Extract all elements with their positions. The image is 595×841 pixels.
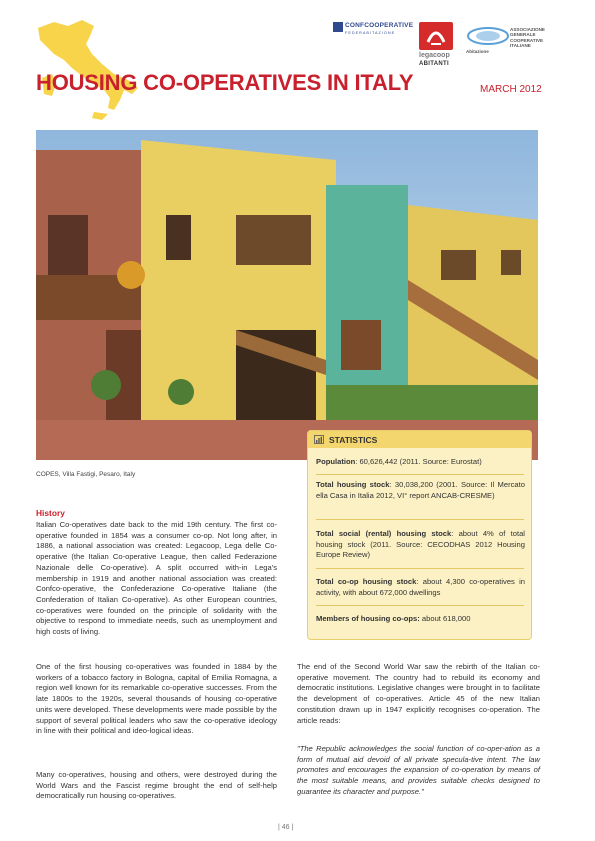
page-number: | 46 | — [278, 824, 294, 831]
issue-date: MARCH 2012 — [480, 84, 542, 95]
photo-caption: COPES, Villa Fastigi, Pesaro, Italy — [36, 471, 136, 478]
stat-social-housing: Total social (rental) housing stock: about 4% of total housing stock (2011. Source: CECODHAS 2012 Housing Europe Review) — [316, 529, 525, 560]
body-paragraph-4: The end of the Second World War saw the rebirth of the Italian co-operative movement. The country had to rebuild its economy and democratic institutions. Legislative changes were brought in to facilitate the development of co-operatives. Article 45 of the new Italian constitution drawn up in 1947 explicitly recognises co-operation. The article reads: — [297, 662, 540, 725]
stat-divider — [316, 568, 524, 569]
confcooperative-sub: FEDERABITAZIONE — [345, 31, 396, 35]
page-title: HOUSING CO-OPERATIVES IN ITALY — [36, 70, 414, 95]
legacoop-name: legacoop — [419, 52, 450, 59]
history-heading: History — [36, 508, 65, 518]
agci-sub: Abitazione — [466, 49, 489, 54]
stat-divider — [316, 605, 524, 606]
confcooperative-logo — [333, 22, 414, 48]
statistics-box — [307, 430, 532, 640]
body-paragraph-2: One of the first housing co-operatives was founded in 1884 by the workers of a tobacco factory in Bologna, capital of Emilia Romagna, a region well known for its remarkable co-operative successes. From the late 1800s to the 1920s, several thousands of housing co-operative units were developed. These developments were made possible by the support of several political leaders who saw the co-operative ideology in line with their political and ideo-logical ideas. — [36, 662, 277, 736]
stat-population: Population: 60,626,442 (2011. Source: Eurostat) — [316, 457, 482, 466]
stat-members: Members of housing co-ops: about 618,000 — [316, 614, 471, 623]
confcooperative-mark-icon — [333, 22, 343, 32]
stat-housing-stock: Total housing stock: 30,038,200 (2001. Source: Il Mercato ella Casa in Italia 2012, VI° report ANCAB-CRESME) — [316, 480, 525, 500]
stat-divider — [316, 474, 524, 475]
agci-name: ASSOCIAZIONE GENERALE COOPERATIVE ITALIANE — [510, 27, 545, 49]
chart-icon — [314, 435, 324, 444]
stat-divider — [316, 519, 524, 520]
agci-logo — [466, 24, 548, 58]
statistics-header — [308, 431, 531, 448]
legacoop-logo — [419, 22, 453, 70]
italy-map-graphic — [24, 14, 144, 124]
housing-photo — [36, 130, 538, 460]
legacoop-sub: ABITANTI — [419, 61, 449, 67]
confcooperative-name: CONFCOOPERATIVE — [345, 22, 414, 29]
stat-coop-stock: Total co-op housing stock: about 4,300 co-operatives in activity, with about 672,000 dwellings — [316, 577, 525, 597]
legacoop-mark-icon — [419, 22, 453, 50]
body-paragraph-3: Many co-operatives, housing and others, were destroyed during the World Wars and the Fascist regime brought the end of self-help democratically run housing co-operatives. — [36, 770, 277, 801]
statistics-title: STATISTICS — [329, 435, 378, 445]
constitution-quote: "The Republic acknowledges the social function of co-oper-ation as a form of mutual aid devoid of all private specula-tive intent. The law promotes and encourages the expansion of co-operation by means of the most suitable means, and provides suitable checks designed to guarantee its character and purpose." — [297, 744, 540, 796]
history-paragraph: Italian Co-operatives date back to the mid 19th century. The first co-operative founded in 1854 was a consumer co-op. Not long after, in 1886, a national association was created: Legacoop, Lega delle Co-operative (the Italian Co-operative League, then called Federazione Nazionale delle Co-operative). A split occurred with-in Lega's membership in 1919 and another national association was created: Confco-operative, the Confederazione Co-operative Italiane (the Confederation of Italian Co-operative). As other European countries, co-operatives were founded on the principle of solidarity with the objective to respond to immediate needs, such as unemployment and high costs of living. — [36, 520, 277, 637]
agci-mark-icon — [466, 24, 510, 48]
